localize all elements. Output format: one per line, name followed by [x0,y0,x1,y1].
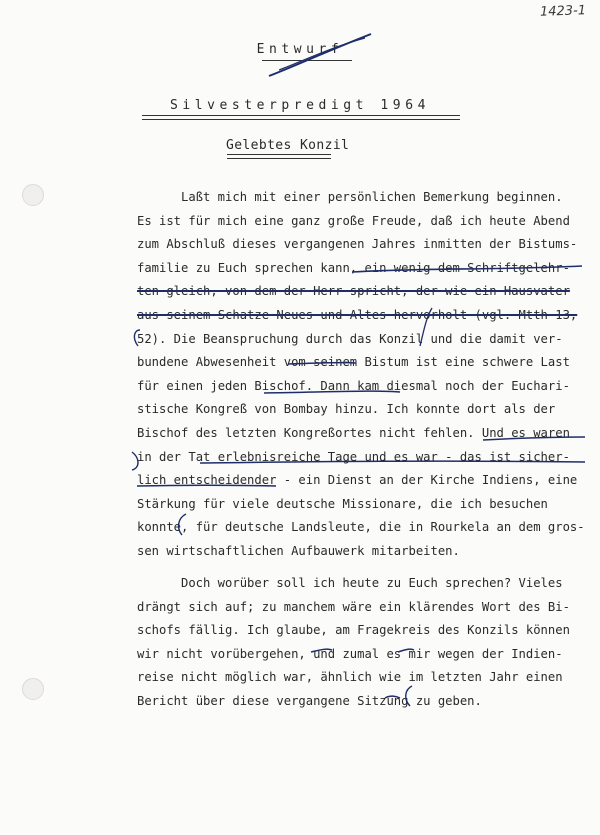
subtitle-underline [227,154,331,155]
text-line: konnte, für deutsche Landsleute, die in Rourkela an dem gros- [137,520,585,535]
punch-hole [22,184,44,206]
text-line: Laßt mich mit einer persönlichen Bemerkung beginnen. [181,190,563,204]
draft-strikeout-mark [265,30,375,80]
title-underline [142,115,460,116]
text-line: für einen jeden Bischof. Dann kam diesmal noch der Euchari- [137,378,570,393]
text-line: stische Kongreß von Bombay hinzu. Ich konnte dort als der [137,402,556,417]
title-underline [142,119,460,120]
text-line: 52). Die Beanspruchung durch das Konzil und die damit ver- [137,331,563,346]
text-line-struck: aus seinem Schatze Neues und Altes hervorholt (vgl. Mtth 13, [137,307,578,322]
text-line: sen wirtschaftlichen Aufbauwerk mitarbeiten. [137,543,460,558]
punch-hole [22,678,44,700]
subtitle-underline [227,158,331,159]
sermon-title: Silvesterpredigt 1964 [170,98,430,113]
text-line: familie zu Euch sprechen kann, ein wenig dem Schriftgelehr- [137,260,570,275]
text-line: lich entscheidender - ein Dienst an der Kirche Indiens, eine [137,473,578,488]
text-line-struck: ten gleich, von dem der Herr spricht, der wie ein Hausvater [137,284,570,299]
text-line: Es ist für mich eine ganz große Freude, daß ich heute Abend [137,213,570,228]
text-line: Bericht über diese vergangene Sitzung zu geben. [137,693,482,708]
text-line: zum Abschluß dieses vergangenen Jahres inmitten der Bistums- [137,237,578,252]
text-line: in der Tat erlebnisreiche Tage und es war - das ist sicher- [137,449,570,464]
text-line: Doch worüber soll ich heute zu Euch sprechen? Vieles [181,576,563,590]
text-line: Stärkung für viele deutsche Missionare, die ich besuchen [137,496,548,511]
text-line: reise nicht möglich war, ähnlich wie im letzten Jahr einen [137,670,563,685]
paragraph-1 [137,186,585,564]
archive-number: 1423-1 [539,3,587,20]
text-line: schofs fällig. Ich glaube, am Fragekreis des Konzils können [137,623,570,638]
draft-label: Entwurf [256,42,344,57]
text-line: bundene Abwesenheit vom seinem Bistum ist eine schwere Last [137,355,570,370]
text-line: drängt sich auf; zu manchem wäre ein klärendes Wort des Bi- [137,599,570,614]
paragraph-2 [137,572,577,714]
text-line: Bischof des letzten Kongreßortes nicht fehlen. Und es waren [137,425,570,440]
sermon-subtitle: Gelebtes Konzil [226,138,350,153]
text-line: wir nicht vorübergehen, und zumal es mir wegen der Indien- [137,646,563,661]
